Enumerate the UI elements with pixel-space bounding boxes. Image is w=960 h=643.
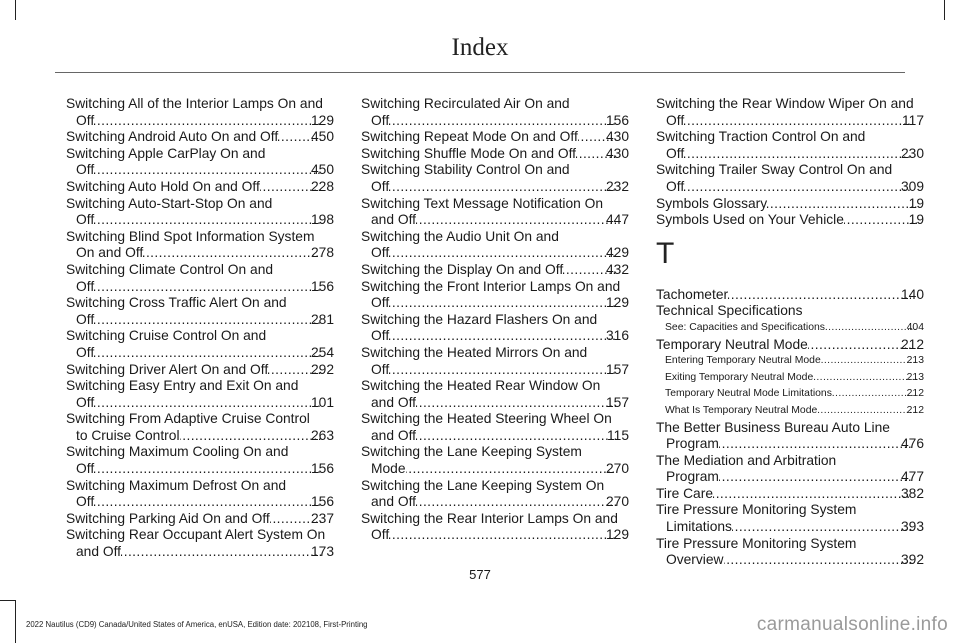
index-entry[interactable] bbox=[656, 502, 924, 535]
index-entry-text: and Off bbox=[371, 394, 417, 410]
index-entry[interactable] bbox=[66, 362, 334, 379]
index-entry[interactable] bbox=[66, 328, 334, 361]
dot-leader bbox=[416, 212, 616, 229]
index-entry-text: On and Off bbox=[76, 245, 144, 261]
index-entry[interactable] bbox=[361, 262, 629, 279]
index-entry-text: Limitations bbox=[666, 519, 732, 535]
index-entry[interactable] bbox=[656, 536, 924, 569]
index-page-ref[interactable]: 270 bbox=[605, 494, 629, 510]
index-page-ref[interactable]: 432 bbox=[605, 261, 629, 277]
dot-leader bbox=[121, 544, 321, 561]
index-entry[interactable] bbox=[66, 444, 334, 477]
index-entry-text: Off bbox=[371, 245, 390, 261]
page-number: 577 bbox=[469, 567, 491, 582]
index-entry[interactable] bbox=[66, 378, 334, 411]
index-entry-text: Off bbox=[371, 527, 390, 543]
index-entry[interactable] bbox=[66, 295, 334, 328]
index-entry-text: Switching the Heated Rear Window On bbox=[361, 378, 601, 394]
index-page-ref[interactable]: 392 bbox=[900, 552, 924, 568]
dot-leader bbox=[813, 370, 916, 387]
page-title: Index bbox=[451, 34, 509, 61]
index-entry-text: and Off bbox=[371, 427, 417, 443]
crop-mark-bottom-left bbox=[15, 600, 16, 643]
index-page-ref[interactable]: 292 bbox=[310, 361, 334, 377]
index-entry-text: Off bbox=[371, 361, 390, 377]
index-entry-text: Program bbox=[666, 469, 719, 485]
index-entry[interactable] bbox=[656, 196, 924, 213]
dot-leader bbox=[719, 436, 911, 453]
index-entry[interactable] bbox=[656, 453, 924, 486]
index-entry-text: Switching Climate Control On and bbox=[66, 261, 274, 277]
dot-leader bbox=[143, 245, 321, 262]
crop-mark-bottom-left-h bbox=[0, 600, 15, 601]
index-subentry[interactable] bbox=[656, 353, 924, 370]
dot-leader bbox=[389, 295, 616, 312]
index-entry-text: Switching Rear Occupant Alert System On bbox=[66, 527, 326, 543]
index-entry-text: Off bbox=[666, 178, 685, 194]
dot-leader bbox=[389, 527, 616, 544]
index-page-ref[interactable]: 157 bbox=[605, 394, 629, 410]
index-entry-text: and Off bbox=[371, 212, 417, 228]
index-page-ref[interactable]: 129 bbox=[310, 112, 334, 128]
edition-footer: 2022 Nautilus (CD9) Canada/United States of America, enUSA, Edition date: 202108, First-Printing bbox=[26, 620, 368, 629]
index-entry-text: Off bbox=[371, 295, 390, 311]
dot-leader bbox=[825, 320, 917, 337]
index-entry-text: Switching Maximum Cooling On and bbox=[66, 444, 289, 460]
index-page-ref[interactable]: 450 bbox=[310, 162, 334, 178]
index-entry-text: and Off bbox=[371, 494, 417, 510]
index-page-ref[interactable]: 101 bbox=[310, 394, 334, 410]
dot-leader bbox=[406, 461, 616, 478]
dot-leader bbox=[719, 469, 911, 486]
index-page-ref[interactable]: 270 bbox=[605, 461, 629, 477]
index-entry-text: Off bbox=[76, 162, 95, 178]
index-page-ref[interactable]: 316 bbox=[605, 328, 629, 344]
dot-leader bbox=[94, 212, 321, 229]
index-entry-text: Tire Care bbox=[656, 485, 713, 501]
dot-leader bbox=[389, 245, 616, 262]
index-entry-text: Switching Auto-Start-Stop On and bbox=[66, 195, 273, 211]
index-page-ref[interactable]: 129 bbox=[605, 295, 629, 311]
index-entry-text: Switching the Hazard Flashers On and bbox=[361, 311, 598, 327]
index-entry-text: Off bbox=[76, 311, 95, 327]
index-entry[interactable] bbox=[361, 345, 629, 378]
index-entry-text: Switching Cross Traffic Alert On and bbox=[66, 295, 287, 311]
dot-leader bbox=[389, 362, 616, 379]
index-entry-text: Switching Repeat Mode On and Off bbox=[361, 129, 578, 145]
index-page-ref[interactable]: 450 bbox=[310, 129, 334, 145]
dot-leader bbox=[832, 386, 917, 403]
index-entry-text: Mode bbox=[371, 461, 406, 477]
index-entry[interactable] bbox=[361, 279, 629, 312]
index-entry[interactable] bbox=[66, 179, 334, 196]
index-entry[interactable] bbox=[66, 411, 334, 444]
index-entry[interactable] bbox=[656, 337, 924, 354]
index-entry-text: Off bbox=[76, 344, 95, 360]
index-entry-text: Switching the Audio Unit On and bbox=[361, 228, 559, 244]
dot-leader bbox=[821, 353, 917, 370]
index-page-ref[interactable]: 213 bbox=[906, 371, 924, 383]
index-entry[interactable] bbox=[656, 129, 924, 162]
index-entry[interactable] bbox=[361, 312, 629, 345]
dot-leader bbox=[684, 179, 911, 196]
dot-leader bbox=[728, 287, 911, 304]
index-entry-text: Off bbox=[666, 145, 685, 161]
index-entry-text: Switching Parking Aid On and Off bbox=[66, 510, 270, 526]
index-page-ref[interactable]: 115 bbox=[607, 427, 629, 443]
index-entry-text: Switching the Lane Keeping System On bbox=[361, 477, 605, 493]
index-entry-text: Switching Blind Spot Information System bbox=[66, 228, 315, 244]
index-page-ref[interactable]: 430 bbox=[605, 129, 629, 145]
index-entry-text: Switching All of the Interior Lamps On and bbox=[66, 96, 323, 111]
index-subentry[interactable] bbox=[656, 320, 924, 337]
index-entry-text: See: Capacities and Specifications bbox=[665, 321, 825, 333]
index-entry-text: Switching the Rear Window Wiper On and bbox=[656, 96, 914, 111]
index-page-ref[interactable]: 212 bbox=[906, 388, 924, 400]
index-entry-text: Switching Traction Control On and bbox=[656, 129, 866, 145]
index-entry-text: Switching the Heated Mirrors On and bbox=[361, 344, 588, 360]
index-entry-text: Switching Apple CarPlay On and bbox=[66, 145, 266, 161]
index-page-ref[interactable]: 129 bbox=[605, 527, 629, 543]
dot-leader bbox=[94, 461, 321, 478]
index-entry-text: Technical Specifications bbox=[656, 303, 803, 319]
index-entry[interactable] bbox=[66, 146, 334, 179]
dot-leader bbox=[94, 395, 321, 412]
index-column-3 bbox=[656, 96, 924, 569]
crop-mark-top-left bbox=[15, 0, 16, 20]
index-entry-text: Switching Maximum Defrost On and bbox=[66, 477, 287, 493]
index-entry[interactable] bbox=[656, 287, 924, 304]
index-page-ref[interactable]: 228 bbox=[310, 178, 334, 194]
index-entry-text: Switching Stability Control On and bbox=[361, 162, 570, 178]
index-entry-text: Off bbox=[371, 112, 390, 128]
index-entry[interactable] bbox=[361, 229, 629, 262]
index-entry[interactable] bbox=[361, 196, 629, 229]
index-page-ref[interactable]: 476 bbox=[900, 436, 924, 452]
index-entry[interactable] bbox=[656, 303, 924, 320]
index-entry[interactable] bbox=[361, 411, 629, 444]
index-entry[interactable] bbox=[361, 511, 629, 544]
index-entry-text: Switching Easy Entry and Exit On and bbox=[66, 378, 299, 394]
index-entry-text: Off bbox=[371, 178, 390, 194]
watermark: carmanualsonline.info bbox=[756, 614, 948, 635]
index-entry-text: Switching the Rear Interior Lamps On and bbox=[361, 510, 618, 526]
index-page-ref[interactable]: 263 bbox=[310, 427, 334, 443]
index-page-ref[interactable]: 198 bbox=[310, 212, 334, 228]
dot-leader bbox=[808, 337, 911, 354]
index-entry[interactable] bbox=[656, 212, 924, 229]
index-page-ref[interactable]: 309 bbox=[900, 178, 924, 194]
dot-leader bbox=[94, 312, 321, 329]
index-subentry[interactable] bbox=[656, 386, 924, 403]
dot-leader bbox=[684, 146, 911, 163]
index-entry-text: The Better Business Bureau Auto Line bbox=[656, 419, 890, 435]
index-page-ref[interactable]: 212 bbox=[900, 336, 924, 352]
dot-leader bbox=[732, 519, 911, 536]
index-entry[interactable] bbox=[66, 229, 334, 262]
index-entry-text: Switching the Front Interior Lamps On and bbox=[361, 278, 621, 294]
index-entry-text: Symbols Glossary bbox=[656, 195, 768, 211]
index-page-ref[interactable]: 404 bbox=[906, 321, 924, 333]
index-entry-text: Tachometer bbox=[656, 286, 729, 302]
index-entry-text: Off bbox=[76, 278, 95, 294]
index-entry[interactable] bbox=[361, 378, 629, 411]
index-entry-text: Switching Trailer Sway Control On and bbox=[656, 162, 893, 178]
index-entry[interactable] bbox=[66, 527, 334, 560]
dot-leader bbox=[94, 494, 321, 511]
index-page-ref[interactable]: 281 bbox=[310, 311, 334, 327]
index-page-ref[interactable]: 157 bbox=[605, 361, 629, 377]
index-entry-text: Off bbox=[371, 328, 390, 344]
index-entry-text: Switching Driver Alert On and Off bbox=[66, 361, 269, 377]
dot-leader bbox=[416, 395, 616, 412]
dot-leader bbox=[416, 494, 616, 511]
index-page-ref[interactable]: 140 bbox=[900, 286, 924, 302]
index-entry[interactable] bbox=[361, 444, 629, 477]
dot-leader bbox=[713, 486, 911, 503]
index-entry-text: Off bbox=[666, 112, 685, 128]
index-entry-text: Entering Temporary Neutral Mode bbox=[665, 355, 821, 367]
index-page-ref[interactable]: 278 bbox=[310, 245, 334, 261]
index-entry-text: Temporary Neutral Mode bbox=[656, 336, 808, 352]
index-page-ref[interactable]: 232 bbox=[605, 178, 629, 194]
dot-leader bbox=[94, 345, 321, 362]
index-page-ref[interactable]: 447 bbox=[605, 212, 629, 228]
index-entry-text: Switching From Adaptive Cruise Control bbox=[66, 411, 310, 427]
index-entry-text: Switching Cruise Control On and bbox=[66, 328, 267, 344]
index-entry[interactable] bbox=[361, 478, 629, 511]
index-entry-text: Program bbox=[666, 436, 719, 452]
dot-leader bbox=[684, 113, 912, 130]
index-page-ref[interactable]: 156 bbox=[605, 112, 629, 128]
header-rule bbox=[55, 72, 905, 73]
index-entry-text: Off bbox=[76, 461, 95, 477]
index-entry[interactable] bbox=[66, 129, 334, 146]
index-column-1 bbox=[66, 96, 334, 561]
index-entry-text: The Mediation and Arbitration bbox=[656, 452, 837, 468]
index-entry-text: Switching Auto Hold On and Off bbox=[66, 178, 260, 194]
index-page-ref[interactable]: 382 bbox=[900, 485, 924, 501]
index-entry-text: Off bbox=[76, 494, 95, 510]
index-column-2 bbox=[361, 96, 629, 544]
dot-leader bbox=[94, 162, 321, 179]
index-entry[interactable] bbox=[66, 511, 334, 528]
index-page-ref[interactable]: 156 bbox=[310, 461, 334, 477]
index-page-ref[interactable]: 19 bbox=[908, 212, 924, 228]
index-entry-text: to Cruise Control bbox=[76, 427, 180, 443]
index-entry[interactable] bbox=[66, 262, 334, 295]
index-entry[interactable] bbox=[66, 196, 334, 229]
index-entry[interactable] bbox=[656, 486, 924, 503]
index-entry[interactable] bbox=[656, 96, 924, 129]
index-section-letter: T bbox=[656, 236, 675, 270]
index-entry-text: Tire Pressure Monitoring System bbox=[656, 535, 857, 551]
index-page-ref[interactable]: 173 bbox=[310, 544, 334, 560]
index-entry[interactable] bbox=[361, 146, 629, 163]
index-entry[interactable] bbox=[656, 420, 924, 453]
index-page-ref[interactable]: 117 bbox=[902, 112, 924, 128]
index-entry-text: Switching Android Auto On and Off bbox=[66, 129, 279, 145]
index-page-ref[interactable]: 430 bbox=[605, 145, 629, 161]
index-subentry[interactable] bbox=[656, 403, 924, 420]
index-entry-text: Off bbox=[76, 112, 95, 128]
index-page-ref[interactable]: 230 bbox=[900, 145, 924, 161]
index-entry-text: Off bbox=[76, 394, 95, 410]
index-entry-text: Switching the Heated Steering Wheel On bbox=[361, 411, 612, 427]
index-page-ref[interactable]: 477 bbox=[900, 469, 924, 485]
dot-leader bbox=[817, 403, 916, 420]
index-entry-text: Switching the Lane Keeping System bbox=[361, 444, 582, 460]
index-page-ref[interactable]: 237 bbox=[310, 510, 334, 526]
index-entry-text: Switching the Display On and Off bbox=[361, 261, 564, 277]
crop-mark-top-right bbox=[944, 0, 945, 20]
index-entry-text: What Is Temporary Neutral Mode bbox=[665, 404, 818, 416]
index-entry-text: and Off bbox=[76, 544, 122, 560]
index-page-ref[interactable]: 429 bbox=[605, 245, 629, 261]
index-entry-text: Off bbox=[76, 212, 95, 228]
index-entry-text: Tire Pressure Monitoring System bbox=[656, 502, 857, 518]
index-entry-text: Switching Text Message Notification On bbox=[361, 195, 604, 211]
dot-leader bbox=[180, 428, 321, 445]
dot-leader bbox=[94, 113, 321, 130]
index-page-ref[interactable]: 156 bbox=[310, 278, 334, 294]
index-entry-text: Symbols Used on Your Vehicle bbox=[656, 212, 844, 228]
dot-leader bbox=[389, 113, 616, 130]
index-entry[interactable] bbox=[361, 162, 629, 195]
index-entry[interactable] bbox=[361, 96, 629, 129]
index-entry[interactable] bbox=[66, 478, 334, 511]
index-subentry[interactable] bbox=[656, 370, 924, 387]
dot-leader bbox=[767, 196, 918, 213]
dot-leader bbox=[844, 212, 919, 229]
index-page-ref[interactable]: 156 bbox=[310, 494, 334, 510]
index-entry-text: Switching Recirculated Air On and bbox=[361, 96, 570, 111]
index-entry[interactable] bbox=[66, 96, 334, 129]
index-page-ref[interactable]: 213 bbox=[906, 355, 924, 367]
index-page-ref[interactable]: 19 bbox=[908, 195, 924, 211]
index-entry[interactable] bbox=[361, 129, 629, 146]
index-entry-text: Exiting Temporary Neutral Mode bbox=[665, 371, 814, 383]
index-page-ref[interactable]: 212 bbox=[906, 404, 924, 416]
index-entry-text: Overview bbox=[666, 552, 724, 568]
index-entry-text: Temporary Neutral Mode Limitations bbox=[665, 388, 832, 400]
dot-leader bbox=[416, 428, 617, 445]
index-page-ref[interactable]: 393 bbox=[900, 519, 924, 535]
dot-leader bbox=[389, 179, 616, 196]
dot-leader bbox=[94, 279, 321, 296]
index-entry-text: Switching Shuffle Mode On and Off bbox=[361, 145, 577, 161]
dot-leader bbox=[389, 328, 616, 345]
index-entry[interactable] bbox=[656, 162, 924, 195]
index-page-ref[interactable]: 254 bbox=[310, 344, 334, 360]
